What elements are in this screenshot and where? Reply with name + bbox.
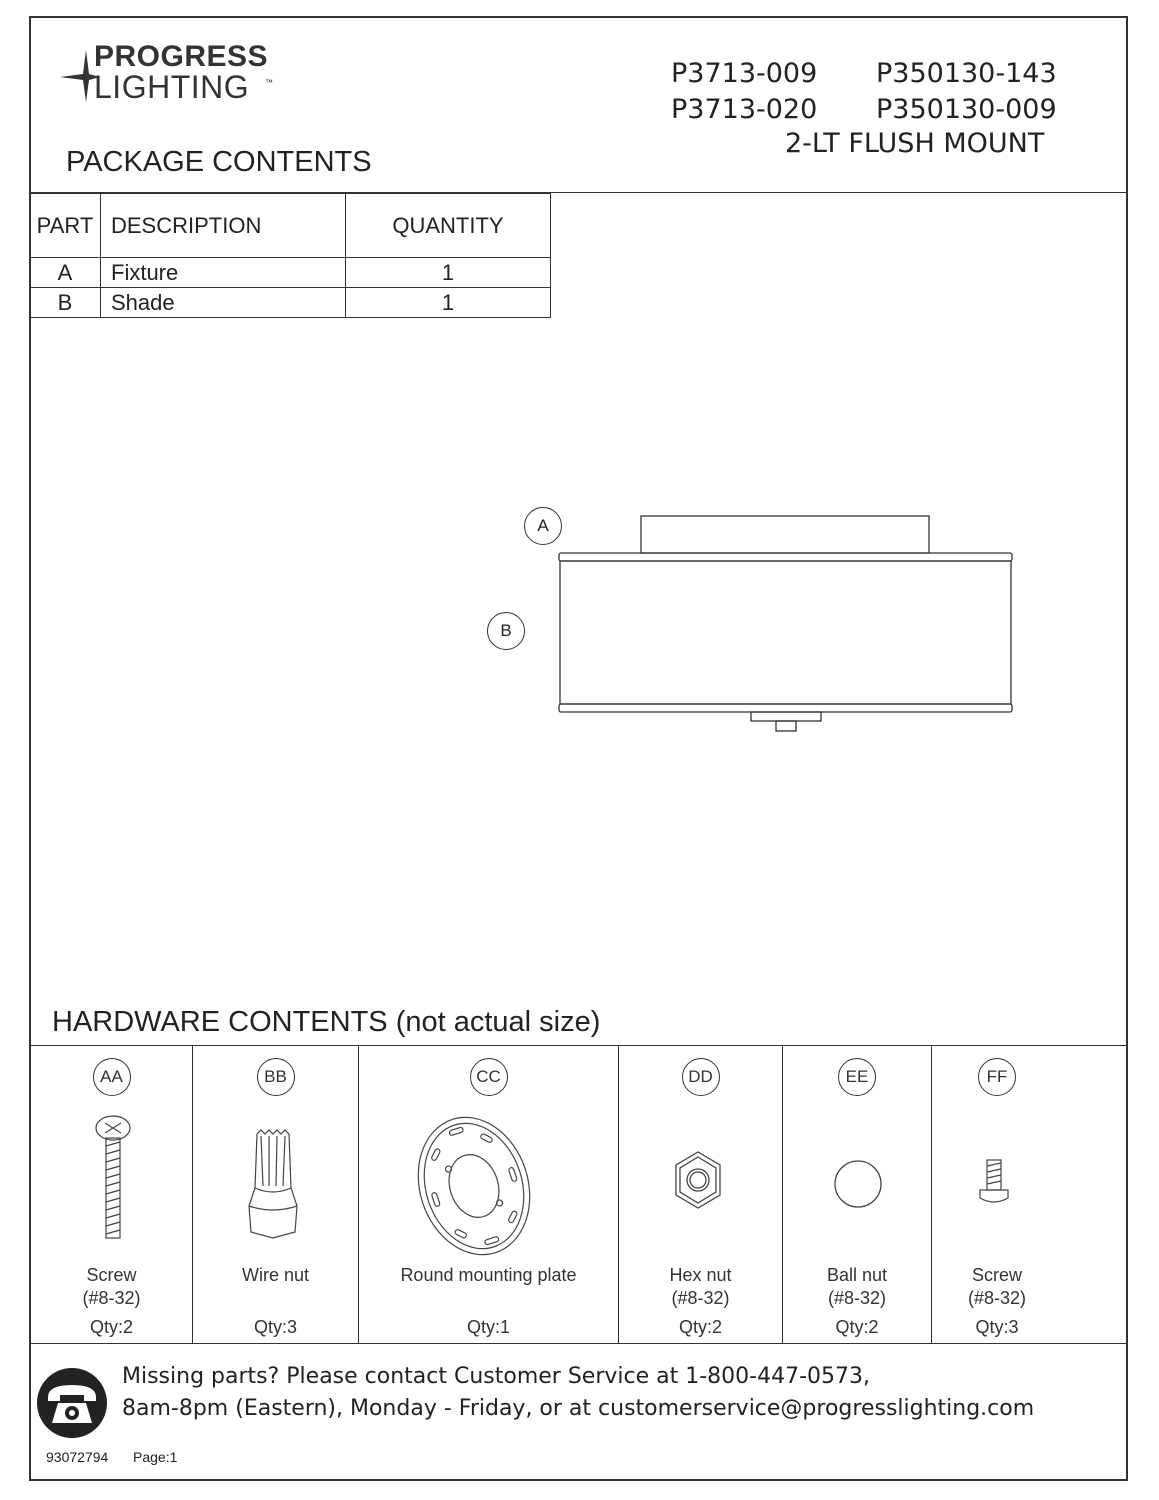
short-screw-icon	[978, 1158, 1010, 1208]
item-code: CC	[470, 1058, 508, 1096]
ball-nut-icon	[833, 1159, 883, 1209]
hardware-item-bb	[193, 1046, 358, 1344]
drum-shade	[560, 561, 1011, 704]
model-number: P3713-020	[671, 94, 818, 125]
item-size: (#8-32)	[827, 1288, 887, 1308]
table-cell: 1	[346, 258, 551, 288]
callout-b: B	[487, 612, 525, 650]
hardware-item-dd	[619, 1046, 782, 1344]
divider	[29, 1343, 1128, 1344]
item-size: (#8-32)	[967, 1288, 1027, 1308]
item-qty: Qty:3	[975, 1317, 1019, 1337]
table-row	[30, 288, 551, 318]
customer-service-note	[122, 1361, 1034, 1425]
footer-line1: Missing parts? Please contact Customer Service at 1-800-447-0573,	[122, 1364, 871, 1389]
fixture-drawing	[550, 510, 1020, 735]
model-number: P3713-009	[671, 58, 818, 89]
item-size: (#8-32)	[671, 1288, 730, 1308]
telephone-icon	[36, 1367, 108, 1439]
item-label	[31, 1264, 192, 1310]
wire-nut-icon	[245, 1128, 301, 1240]
brand-logo	[60, 40, 300, 105]
column-header: QUANTITY	[346, 194, 551, 258]
hardware-item-ff	[932, 1046, 1062, 1344]
top-rim	[559, 553, 1012, 561]
hardware-item-ee	[783, 1046, 931, 1344]
item-qty: Qty:2	[678, 1317, 722, 1337]
item-code: FF	[978, 1058, 1016, 1096]
model-number: P350130-143	[876, 58, 1057, 89]
mounting-plate-icon	[411, 1112, 537, 1260]
finial	[776, 721, 796, 731]
item-name: Screw	[86, 1265, 137, 1285]
item-qty: Qty:3	[253, 1317, 297, 1337]
item-name: Screw	[971, 1265, 1022, 1285]
hardware-contents-title: HARDWARE CONTENTS (not actual size)	[52, 1006, 601, 1038]
item-qty: Qty:1	[466, 1317, 510, 1337]
page-number: Page:1	[133, 1449, 178, 1465]
hardware-item-cc	[359, 1046, 618, 1344]
package-table	[29, 193, 551, 318]
table-row	[30, 258, 551, 288]
item-code: BB	[257, 1058, 295, 1096]
table-header-row	[30, 194, 551, 258]
item-size: (#8-32)	[82, 1288, 141, 1308]
item-code: AA	[93, 1058, 131, 1096]
footer-line2: 8am-8pm (Eastern), Monday - Friday, or at customerservice@progresslighting.com	[122, 1396, 1035, 1421]
item-qty: Qty:2	[835, 1317, 879, 1337]
brand-line2: LIGHTING	[94, 69, 250, 105]
item-code: EE	[838, 1058, 876, 1096]
item-label	[783, 1264, 931, 1310]
table-cell: A	[30, 258, 101, 288]
brand-line1: PROGRESS	[94, 40, 269, 73]
package-contents-title: PACKAGE CONTENTS	[66, 146, 372, 178]
brand-trademark: ™	[265, 78, 273, 87]
product-name: 2-LT FLUSH MOUNT	[785, 128, 1045, 159]
table-cell: B	[30, 288, 101, 318]
item-name: Wire nut	[241, 1265, 310, 1285]
item-name: Hex nut	[669, 1265, 732, 1285]
item-label	[193, 1264, 358, 1287]
hardware-item-aa	[31, 1046, 192, 1344]
table-cell: Shade	[101, 288, 346, 318]
document-number: 93072794	[46, 1449, 109, 1465]
machine-screw-icon	[91, 1114, 135, 1244]
item-name: Round mounting plate	[400, 1265, 577, 1285]
item-code: DD	[682, 1058, 720, 1096]
bottom-rim	[559, 704, 1012, 712]
hex-nut-icon	[672, 1150, 724, 1210]
item-qty: Qty:2	[89, 1317, 133, 1337]
item-name: Ball nut	[826, 1265, 888, 1285]
diffuser-cap	[751, 712, 821, 721]
item-label	[359, 1264, 618, 1287]
model-number: P350130-009	[876, 94, 1057, 125]
column-header: PART	[30, 194, 101, 258]
callout-a: A	[524, 507, 562, 545]
canopy	[641, 516, 929, 553]
item-label	[932, 1264, 1062, 1310]
column-header: DESCRIPTION	[101, 194, 346, 258]
table-cell: Fixture	[101, 258, 346, 288]
table-cell: 1	[346, 288, 551, 318]
item-label	[619, 1264, 782, 1310]
